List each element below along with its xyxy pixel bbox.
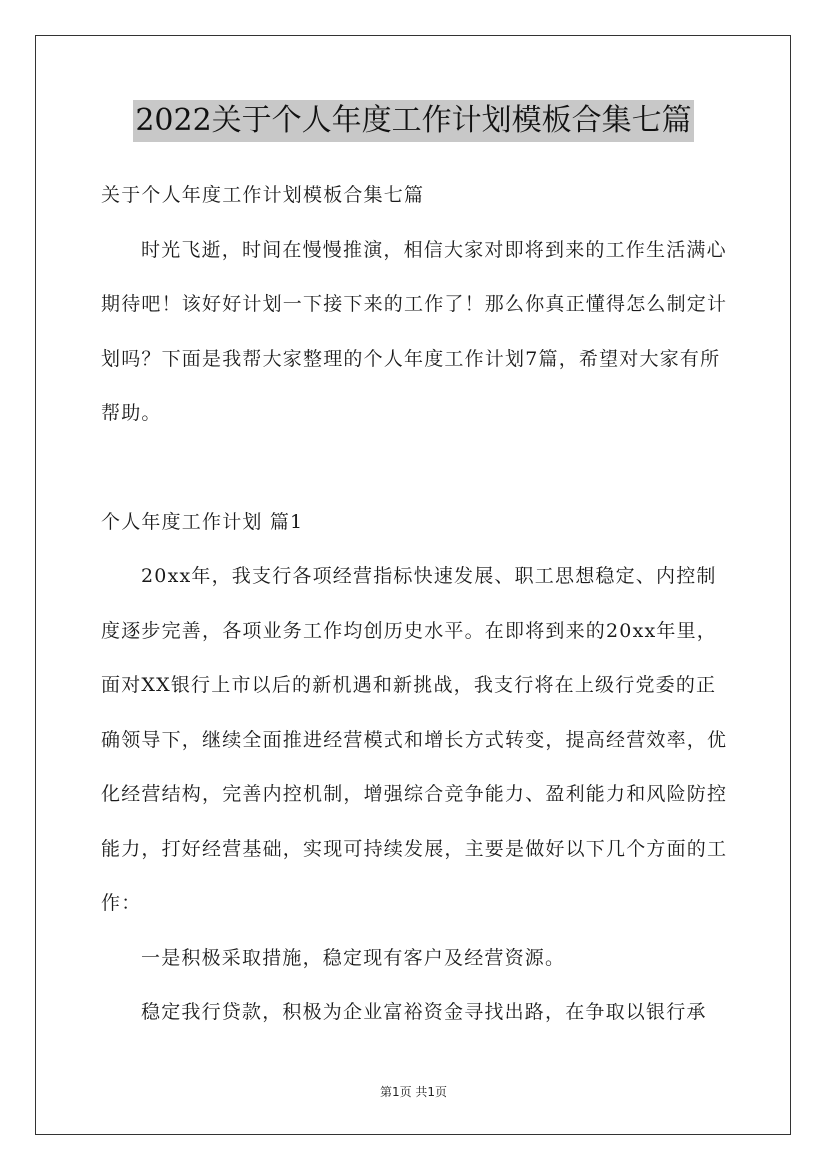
paragraph-spacer [101,441,731,495]
intro-paragraph: 时光飞逝，时间在慢慢推演，相信大家对即将到来的工作生活满心期待吧！该好好计划一下接下来的工作了！那么你真正懂得怎么制定计划吗？下面是我帮大家整理的个人年度工作计划7篇，希望对大家有所帮助。 [101,238,728,424]
section-heading: 个人年度工作计划 篇1 [101,510,304,533]
document-subtitle: 关于个人年度工作计划模板合集七篇 [101,184,425,206]
document-title: 2022关于个人年度工作计划模板合集七篇 [133,100,693,142]
title-container [0,100,827,142]
section-paragraph: 20xx年，我支行各项经营指标快速发展、职工思想稳定、内控制度逐步完善，各项业务工作均创历史水平。在即将到来的20xx年里，面对XX银行上市以后的新机遇和新挑战，我支行将在上级行党委的正确领导下，继续全面推进经营模式和增长方式转变，提高经营效率，优化经营结构，完善内控机制，增强综合竞争能力、盈利能力和风险防控能力，打好经营基础，实现可持续发展，主要是做好以下几个方面的工作： [101,565,728,914]
section-point: 一是积极采取措施，稳定现有客户及经营资源。 [141,946,566,969]
page-footer: 第1页 共1页 [379,1085,448,1099]
document-body [101,168,731,1040]
section-paragraph-continued: 稳定我行贷款，积极为企业富裕资金寻找出路，在争取以银行承 [141,1001,707,1023]
